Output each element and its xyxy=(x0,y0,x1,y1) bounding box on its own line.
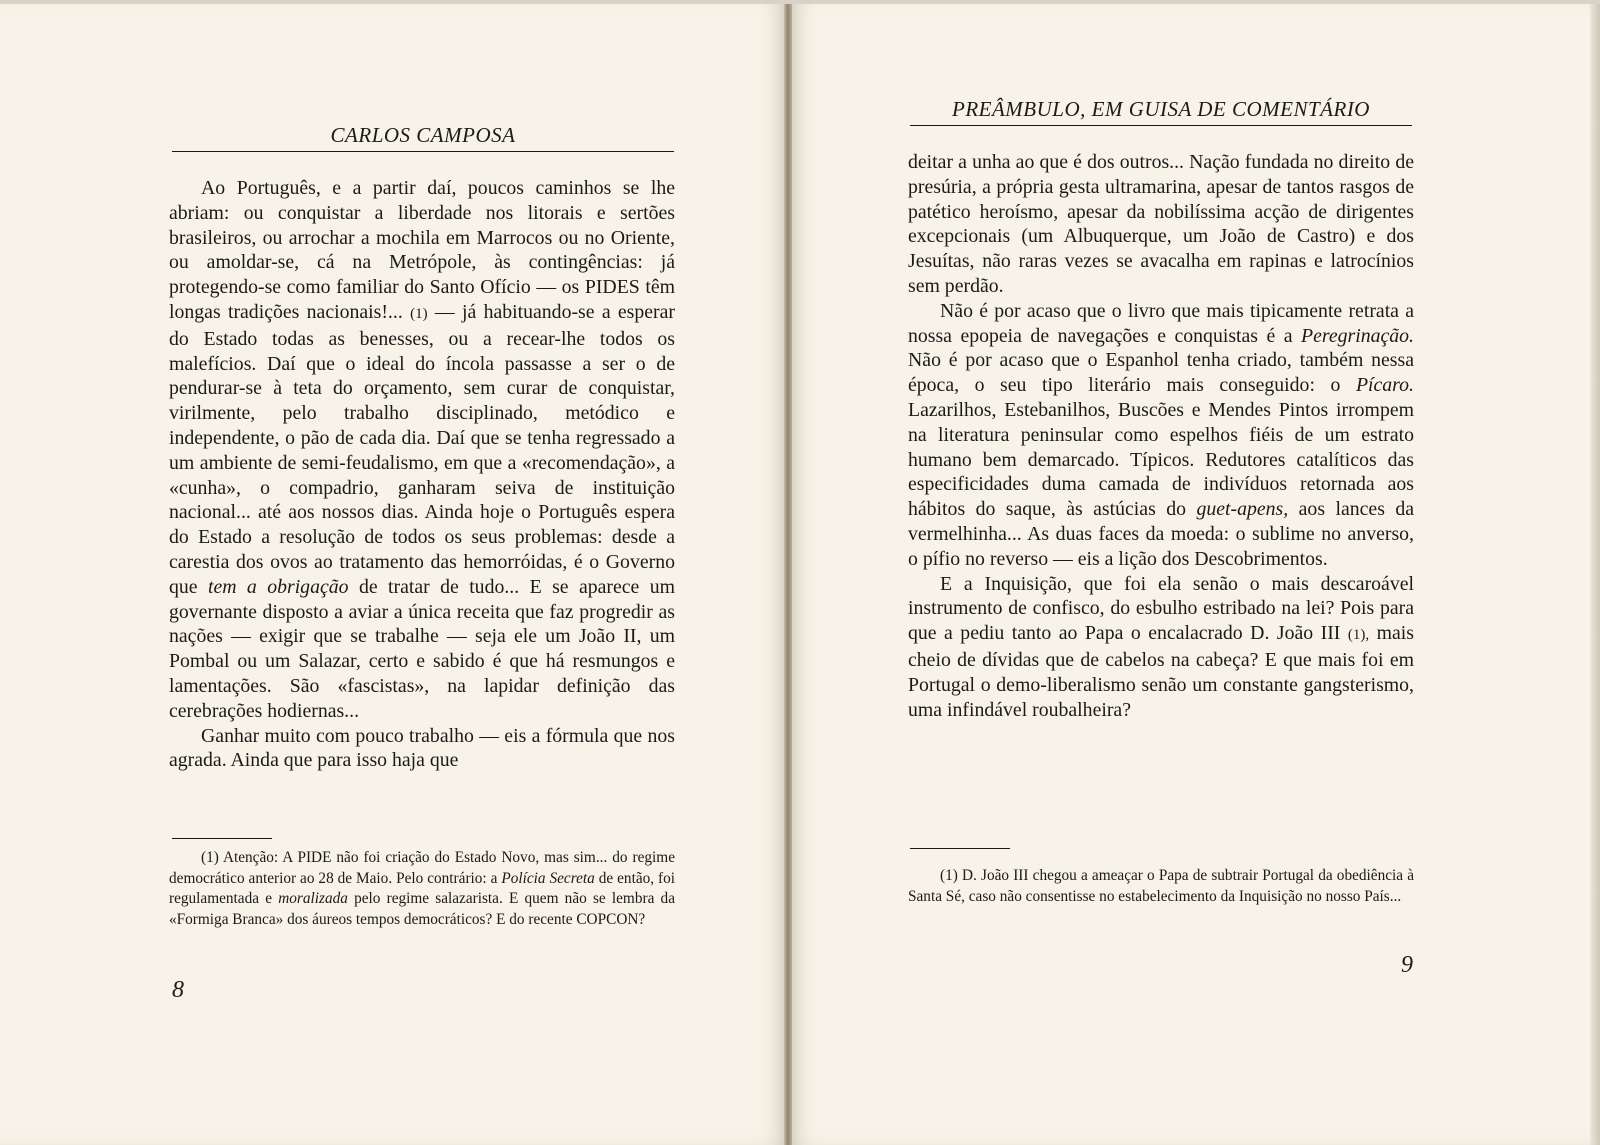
text-run: (1) D. João III chegou a ameaçar o Papa de subtrair Portugal da obediência à Santa Sé, caso não consentisse no estabelecimento da Inquisição no nosso País... xyxy=(908,867,1414,905)
text-run: deitar a unha ao que é dos outros... Nação fundada no direito de presúria, a própria gesta ultramarina, apesar de tantos rasgos de patético heroísmo, apesar da nobilíssima acção de dirigentes excepcionais (um Albuquerque, um João de Castro) e dos Jesuítas, não raras vezes se avacalha em rapinas e latrocínios sem perdão. xyxy=(908,151,1414,297)
text-run: Lazarilhos, Estebanilhos, Buscões e Mendes Pintos irrompem na literatura peninsular como espelhos fiéis de um estrato humano bem demarcado. Típicos. Redutores catalíticos das especificidades duma camada de indivíduos retornada aos hábitos do saque, às astúcias do xyxy=(908,398,1414,521)
text-run: aos lances da vermelhinha... As duas faces da moeda: o sublime no anverso, o pífio no reverso — eis a lição dos Descobrimentos. xyxy=(908,498,1415,570)
footnote-rule xyxy=(910,848,1010,849)
text-run: E a Inquisição, que foi ela senão o mais descaroável instrumento de confisco, do esbulho estribado na lei? Pois para que a pediu tanto ao Papa o encalacrado D. João III xyxy=(908,572,1414,645)
paragraph xyxy=(169,176,675,724)
text-run: Ganhar muito com pouco trabalho — eis a fórmula que nos agrada. Ainda que para isso haja que xyxy=(169,724,675,772)
emphasis-text: tem a obrigação xyxy=(207,575,349,598)
emphasis-text: Peregrinação. xyxy=(1301,324,1414,347)
text-run: — já habituando-se a esperar do Estado todas as benesses, ou a recear-lhe todos os malefícios. Daí que o ideal do íncola passasse a ser o de pendurar-se à teta do orçamento, sem curar de conquistar, virilmente, pelo trabalho disciplinado, metódico e independente, o pão de cada dia. Daí que se tenha regressado a um ambiente de semi-feudalismo, em que a «recomendação», a «cunha», o compadrio, ganharam seiva de instituição nacional... até aos nossos dias. Ainda hoje o Português espera do Estado a resolução de todos os seus problemas: desde a carestia dos ovos ao tratamento das hemorróidas, é o Governo que xyxy=(169,300,676,598)
header-rule xyxy=(172,151,674,152)
paragraph xyxy=(908,299,1414,572)
page-edge xyxy=(0,0,1600,4)
paragraph xyxy=(908,150,1414,299)
emphasis-text: guet-apens, xyxy=(1196,498,1289,521)
book-gutter xyxy=(784,0,792,1145)
emphasis-text: Pícaro. xyxy=(1355,374,1414,397)
running-head-author: CARLOS CAMPOSA xyxy=(330,123,516,147)
emphasis-text: Polícia Secreta xyxy=(501,869,595,887)
footnote-rule xyxy=(172,838,272,839)
text-run: pelo regime salazarista. E quem não se lembra da «Formiga Branca» dos áureos tempos democráticos? E do recente COPCON? xyxy=(169,890,675,928)
text-run: mais cheio de dívidas que de cabelos na cabeça? E que mais foi em Portugal o demo-liberalismo senão um constante gangsterismo, uma infindável roubalheira? xyxy=(908,622,1414,721)
emphasis-text: moralizada xyxy=(278,890,348,908)
footnote-reference: (1) xyxy=(410,305,428,322)
left-page xyxy=(0,0,788,1145)
text-run: Não é por acaso que o livro que mais tipicamente retrata a nossa epopeia de navegações e conquistas é a xyxy=(908,299,1414,347)
header-rule xyxy=(910,125,1412,126)
right-page xyxy=(788,0,1600,1145)
page-number: 8 xyxy=(172,977,184,1003)
text-run: (1) Atenção: A PIDE não foi criação do Estado Novo, mas sim... do regime democrático anterior ao 28 de Maio. Pelo contrário: a xyxy=(169,849,675,887)
paragraph xyxy=(169,724,675,774)
text-run: de tratar de tudo... E se aparece um governante disposto a aviar a única receita que faz progredir as nações — exigir que se trabalhe — seja ele um João II, um Pombal ou um Salazar, certo e sabido é que há resmungos e lamentações. São «fascistas», na lapidar definição das cerebrações hodiernas... xyxy=(169,575,675,722)
footnote xyxy=(169,848,675,930)
text-run: de então, foi regulamentada e xyxy=(169,869,676,908)
page-number: 9 xyxy=(1401,952,1413,978)
body-text xyxy=(908,150,1414,722)
text-run: Não é por acaso que o Espanhol tenha criado, também nessa época, o seu tipo literário mais conseguido: o xyxy=(908,349,1414,397)
footnote-reference: (1), xyxy=(1347,627,1370,644)
footnote xyxy=(908,866,1414,907)
running-head-chapter: PREÂMBULO, EM GUISA DE COMENTÁRIO xyxy=(952,97,1370,121)
page-edge xyxy=(1590,0,1600,1145)
text-run: Ao Português, e a partir daí, poucos caminhos se lhe abriam: ou conquistar a liberdade nos litorais e sertões brasileiros, ou arrochar a mochila em Marrocos ou no Oriente, ou amoldar-se, cá na Metrópole, às contingências: já protegendo-se como familiar do Santo Ofício — os PIDES têm longas tradições nacionais!... xyxy=(169,177,675,323)
paragraph xyxy=(908,572,1414,723)
body-text xyxy=(169,176,675,773)
